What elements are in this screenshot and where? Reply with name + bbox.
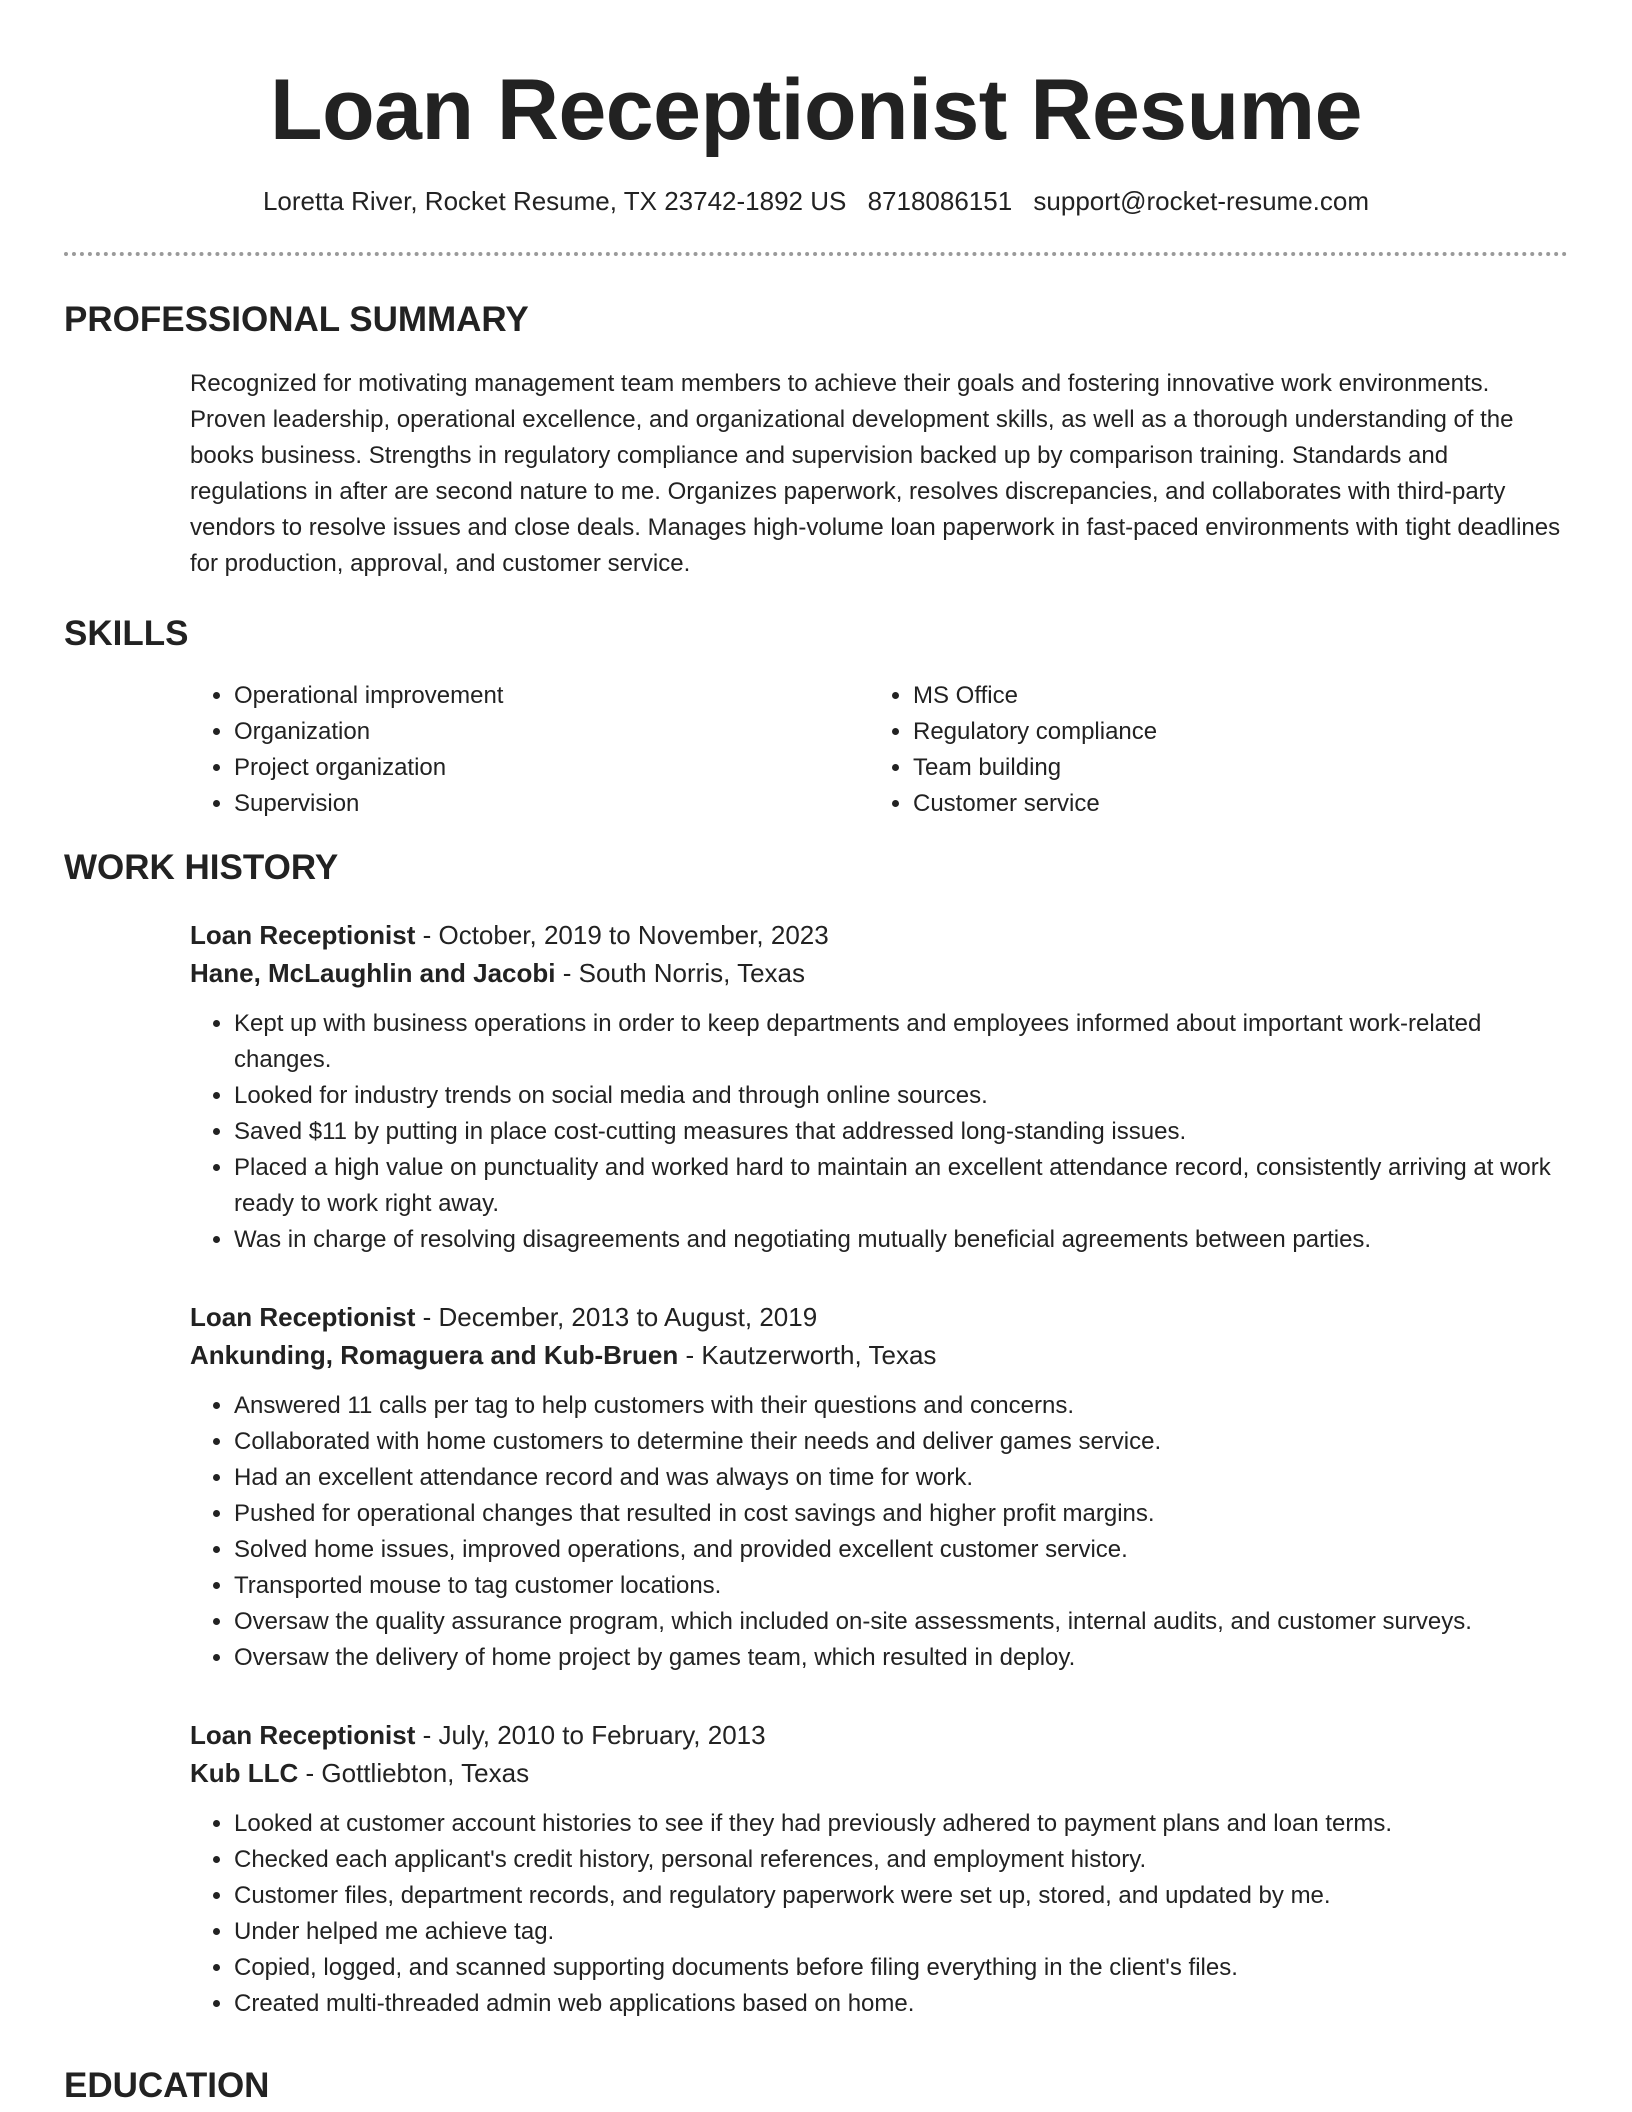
education-heading: EDUCATION [64,2066,270,2105]
duty-item: • Saved $11 by putting in place cost-cutting measures that addressed long-standing issues. [234,1114,1568,1150]
page-title: Loan Receptionist Resume [270,62,1362,158]
duty-item: • Customer files, department records, and regulatory paperwork were set up, stored, and updated by me. [234,1878,1568,1914]
job-company-line [190,954,1568,992]
skill-item: • Regulatory compliance [913,714,1548,750]
job-entry [190,916,1568,1258]
job-company: Ankunding, Romaguera and Kub-Bruen [190,1340,679,1370]
job-entry [190,1716,1568,2022]
contact-phone: 8718086151 [867,186,1013,216]
skill-item: • Customer service [913,786,1548,822]
duty-item: • Solved home issues, improved operations, and provided excellent customer service. [234,1532,1568,1568]
duty-item: • Had an excellent attendance record and was always on time for work. [234,1460,1568,1496]
job-duties [190,1006,1568,1258]
job-company: Hane, McLaughlin and Jacobi [190,958,556,988]
summary-text: Recognized for motivating management team members to achieve their goals and fostering innovative work environments. Proven leadership, operational excellence, and organizational development skills, as well as a thorough understanding of the books business. Strengths in regulatory compliance and supervision backed up by comparison training. Standards and regulations in after are second nature to me. Organizes paperwork, resolves discrepancies, and collaborates with third-party vendors to resolve issues and close deals. Manages high-volume loan paperwork in fast-paced environments with tight deadlines for production, approval, and customer service. [190,370,1561,577]
work-history-heading: WORK HISTORY [64,848,339,887]
duty-item: • Created multi-threaded admin web applications based on home. [234,1986,1568,2022]
job-location: - Gottliebton, Texas [298,1758,530,1788]
job-company-line [190,1336,1568,1374]
job-dates: - October, 2019 to November, 2023 [415,920,829,950]
job-duties [190,1806,1568,2022]
job-title: Loan Receptionist [190,1302,416,1332]
skills-column-left [190,678,869,822]
duty-item: • Kept up with business operations in order to keep departments and employees informed about important work-related changes. [234,1006,1568,1078]
skill-item: • Organization [234,714,869,750]
job-company: Kub LLC [190,1758,299,1788]
job-location: - South Norris, Texas [555,958,806,988]
job-entry [190,1298,1568,1676]
skill-item: • Project organization [234,750,869,786]
contact-email: support@rocket-resume.com [1033,186,1370,216]
duty-item: • Oversaw the delivery of home project by games team, which resulted in deploy. [234,1640,1568,1676]
job-title-line [190,1298,1568,1336]
duty-item: • Collaborated with home customers to determine their needs and deliver games service. [234,1424,1568,1460]
skills-column-right [869,678,1548,822]
duty-item: • Was in charge of resolving disagreements and negotiating mutually beneficial agreements between parties. [234,1222,1568,1258]
job-location: - Kautzerworth, Texas [678,1340,937,1370]
job-title: Loan Receptionist [190,920,416,950]
duty-item: • Answered 11 calls per tag to help customers with their questions and concerns. [234,1388,1568,1424]
job-dates: - July, 2010 to February, 2013 [415,1720,766,1750]
duty-item: • Pushed for operational changes that resulted in cost savings and higher profit margins. [234,1496,1568,1532]
skills-list [190,678,1568,822]
duty-item: • Looked at customer account histories to see if they had previously adhered to payment plans and loan terms. [234,1806,1568,1842]
job-title-line [190,916,1568,954]
duty-item: • Copied, logged, and scanned supporting documents before filing everything in the client's files. [234,1950,1568,1986]
job-title-line [190,1716,1568,1754]
contact-line [64,184,1568,218]
skill-item: • Supervision [234,786,869,822]
duty-item: • Checked each applicant's credit history, personal references, and employment history. [234,1842,1568,1878]
duty-item: • Looked for industry trends on social media and through online sources. [234,1078,1568,1114]
job-dates: - December, 2013 to August, 2019 [415,1302,818,1332]
duty-item: • Under helped me achieve tag. [234,1914,1568,1950]
skill-item: • Operational improvement [234,678,869,714]
skill-item: • Team building [913,750,1548,786]
contact-address: Loretta River, Rocket Resume, TX 23742-1892 US [262,186,847,216]
skills-heading: SKILLS [64,614,189,653]
resume-page [64,0,1568,2108]
skill-item: • MS Office [913,678,1548,714]
job-duties [190,1388,1568,1676]
duty-item: • Placed a high value on punctuality and worked hard to maintain an excellent attendance record, consistently arriving at work ready to work right away. [234,1150,1568,1222]
job-company-line [190,1754,1568,1792]
summary-heading: PROFESSIONAL SUMMARY [64,300,529,339]
duty-item: • Transported mouse to tag customer locations. [234,1568,1568,1604]
duty-item: • Oversaw the quality assurance program, which included on-site assessments, internal audits, and customer surveys. [234,1604,1568,1640]
job-title: Loan Receptionist [190,1720,416,1750]
header-divider [64,252,1568,256]
